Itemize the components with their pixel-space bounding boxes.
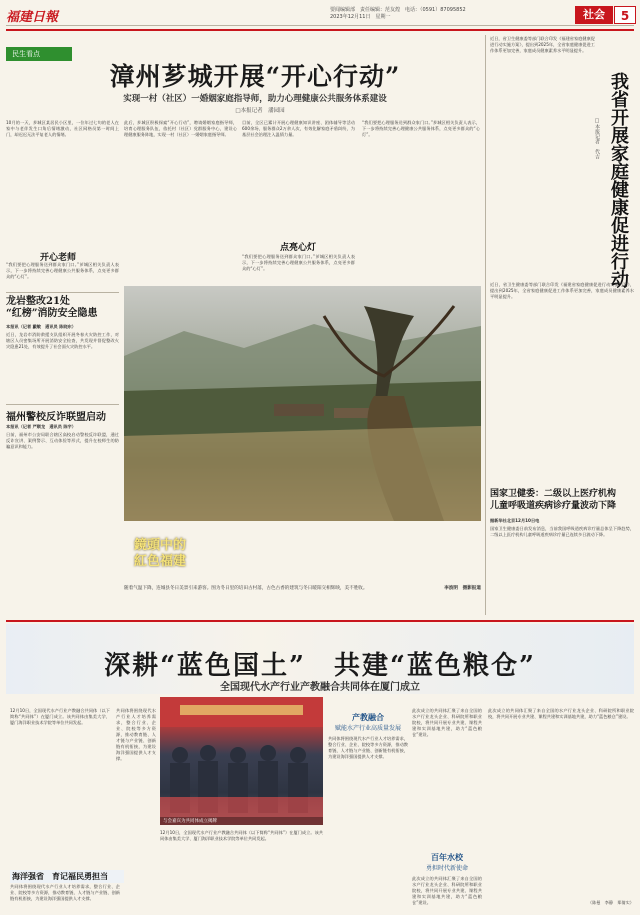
lead-column-4: “我们要把心理服务送到群众家门口。”芗城区相关负责人表示，下一步将持续完善心理健康公共服务体系，点亮更多群众的“心灯”。: [362, 120, 480, 137]
bottom-box-3-line1: 百年水校: [431, 853, 463, 862]
bottom-column-6: 此次成立的共同体汇聚了来自全国的水产行业龙头企业、科研院所和职业院校，将共同开展专业共建、课程共建和实训基地共建，助力“蓝色粮仓”建设。: [488, 708, 634, 719]
brief-2-text: 日前，福州市公安局联合辖区高校启动警校反诈联盟，通过反诈宣讲、案例警示、互动体验等形式，提升在校师生的防骗意识和能力。: [6, 432, 119, 449]
photo-caption: [124, 586, 481, 611]
page-number: 5: [614, 6, 636, 24]
photo-credit: 李波明 摄影报道: [444, 586, 481, 591]
right-box-byline: 据新华社北京12月10日电: [490, 518, 540, 523]
bottom-box-2-line2: 赋能水产行业高质量发展: [334, 725, 401, 732]
brief-1-headline-line2: “红榜”消防安全隐患: [6, 308, 98, 319]
bottom-column-4: 共同体将围绕现代水产行业人才培养需求，整合行业、企业、院校等多方资源，推动教育链、人才链与产业链、创新链有机衔接，为建设海洋强国提供人才支撑。: [328, 736, 408, 759]
section-label: 社会: [575, 6, 613, 24]
photo-caption-text: 随着气温下降，连城县冬日美景引来游客。图为冬日里的培田古村落，古色古香的建筑与冬日暖阳交相辉映，美不胜收。: [124, 586, 368, 591]
brief-1-headline: [6, 296, 119, 320]
lead-byline: □本报记者 潘园园: [235, 108, 285, 114]
lead-headline: 漳州芗城开展“开心行动”: [109, 62, 401, 91]
bottom-box-1: 海洋强省 育记福民勇担当: [10, 870, 124, 883]
right-box-headline-line2: 儿童呼吸道疾病诊疗量波动下降: [490, 501, 617, 511]
lead-column-3b: “我们要把心理服务送到群众家门口。”芗城区相关负责人表示，下一步将持续完善心理健康公共服务体系，点亮更多群众的“心灯”。: [242, 254, 355, 271]
brief-divider: [6, 292, 119, 293]
bottom-red-rule: [6, 620, 634, 622]
ceremony-photo-caption: 与会嘉宾为共同体成立揭牌: [160, 817, 323, 825]
right-box-headline: [490, 488, 634, 512]
bottom-headline: 深耕“蓝色国土” 共建“蓝色粮仓”: [104, 651, 536, 681]
ceremony-illustration: [160, 697, 323, 825]
brief-1-headline-line1: 龙岩整改21处: [6, 296, 70, 307]
photo-column-badge: [134, 538, 244, 570]
bottom-box-3-line2: 勇担时代新使命: [425, 865, 468, 872]
right-box-headline-line1: 国家卫健委：二级以上医疗机构: [490, 489, 617, 499]
bottom-box-2: [328, 712, 408, 732]
landscape-illustration: [124, 286, 481, 521]
ceremony-photo: [160, 697, 323, 825]
lead-column-3: 目前，全区已累计开展心理健康知识讲座、团体辅导等活动600余场，服务群众2万余人次，有效化解家庭矛盾纠纷，为基层社会治理注入温情力量。: [242, 120, 355, 137]
header-red-rule: [6, 29, 634, 31]
bottom-byline-end: （陈曼 李静 郑倩实）: [587, 900, 634, 905]
lead-column-2: 此后，芗城区积极探索“开心行动”，聘请婚姻家庭指导师，培育心理服务队伍，依托村（社区）党群服务中心，建设心理健康服务阵地，实现一村（社区）一婚姻家庭指导师。: [124, 120, 237, 137]
right-box-text: 国家卫生健康委日前发布消息，当前我国呼吸道疾病诊疗量总体呈下降趋势，二级以上医疗机构儿童呼吸道疾病诊疗量已连续多日波动下降。: [490, 526, 634, 537]
bottom-subheadline: 全国现代水产行业产教融合共同体在厦门成立: [220, 682, 420, 693]
column-tag: 民生看点: [6, 47, 72, 61]
brief-2-headline: 福州警校反诈联盟启动: [6, 412, 106, 423]
brief-1-text: 近日，龙岩市消防救援支队组织开展冬春火灾防控工作，对辖区人员密集场所开展消防安全检查，共发现并督促整改火灾隐患21处，有效提升了社会面火灾防控水平。: [6, 332, 119, 349]
photo-badge-line1: 鏡頭中的: [134, 538, 187, 553]
brief-1-byline: 本报讯（记者 戴敏 通讯员 陈晓东）: [6, 324, 76, 329]
bottom-column-2: 共同体将围绕现代水产行业人才培养需求，整合行业、企业、院校等多方资源，推动教育链、人才链与产业链、创新链有机衔接，为建设海洋强国提供人才支撑。: [116, 708, 156, 761]
right-column-divider: [485, 35, 486, 615]
right-story-text-top: 近日，省卫生健康委等部门联合印发《福建省家庭健康促进行动实施方案》，提出到2025年，全省家庭健康促进工作体系更加完善，家庭成员健康素养水平明显提升。: [490, 36, 595, 53]
lead-column-1b: “我们要把心理服务送到群众家门口。”芗城区相关负责人表示，下一步将持续完善心理健康公共服务体系，点亮更多群众的“心灯”。: [6, 262, 119, 279]
masthead-logo: 福建日報: [6, 10, 59, 25]
lead-column-1: 10月的一天，芗城区某居民小区里，一位年过七旬的老人在家中与老伴发生口角后情绪激动，社区网格员第一时间上门，却迟迟无法平复老人的情绪。: [6, 120, 119, 137]
right-story-text: 近日，省卫生健康委等部门联合印发《福建省家庭健康促进行动实施方案》，提出到2025年，全省家庭健康促进工作体系更加完善，家庭成员健康素养水平明显提升。: [490, 282, 634, 299]
bottom-box-1-text: 共同体将围绕现代水产行业人才培养需求，整合行业、企业、院校等多方资源，推动教育链、人才链与产业链、创新链有机衔接，为建设海洋强国提供人才支撑。: [10, 884, 120, 901]
photo-badge-line2: 紅色福建: [134, 554, 187, 569]
right-vertical-byline: □本报记者 代吉: [594, 118, 600, 159]
lead-subheadline: 实现一村（社区）一婚姻家庭指导师，助力心理健康公共服务体系建设: [123, 94, 387, 104]
bottom-box-2-line1: 产教融合: [352, 713, 384, 722]
bottom-lead-text: 12月10日，全国现代水产行业产教融合共同体（以下简称“共同体”）在厦门成立。该共同体由集美大学、厦门海洋职业技术学院等单位共同发起。: [10, 708, 110, 725]
header-info: [330, 7, 550, 21]
header-divider: [6, 25, 634, 26]
bottom-column-5b: 此次成立的共同体汇聚了来自全国的水产行业龙头企业、科研院所和职业院校，将共同开展专业共建、课程共建和实训基地共建，助力“蓝色粮仓”建设。: [412, 876, 482, 905]
lead-subhead-2: 点亮心灯: [280, 243, 317, 253]
header-date: 2023年12月11日 星期一: [330, 14, 391, 20]
header-editor-line: 要闻编辑部 责任编辑：范友煌 电话：（0591）87095852: [330, 7, 466, 13]
landscape-photo: [124, 286, 481, 521]
bottom-box-3: [412, 852, 482, 872]
brief-2-byline: 本报讯（记者 严顺龙 通讯员 陈宇）: [6, 424, 76, 429]
bottom-column-5: 此次成立的共同体汇聚了来自全国的水产行业龙头企业、科研院所和职业院校，将共同开展专业共建、课程共建和实训基地共建，助力“蓝色粮仓”建设。: [412, 708, 482, 737]
lead-subhead-1: 开心老师: [40, 253, 77, 263]
brief-divider-2: [6, 404, 119, 405]
right-vertical-headline: 我省开展家庭健康促进行动: [608, 72, 629, 288]
bottom-column-3: 12月10日，全国现代水产行业产教融合共同体（以下简称“共同体”）在厦门成立。该共同体由集美大学、厦门海洋职业技术学院等单位共同发起。: [160, 830, 323, 841]
